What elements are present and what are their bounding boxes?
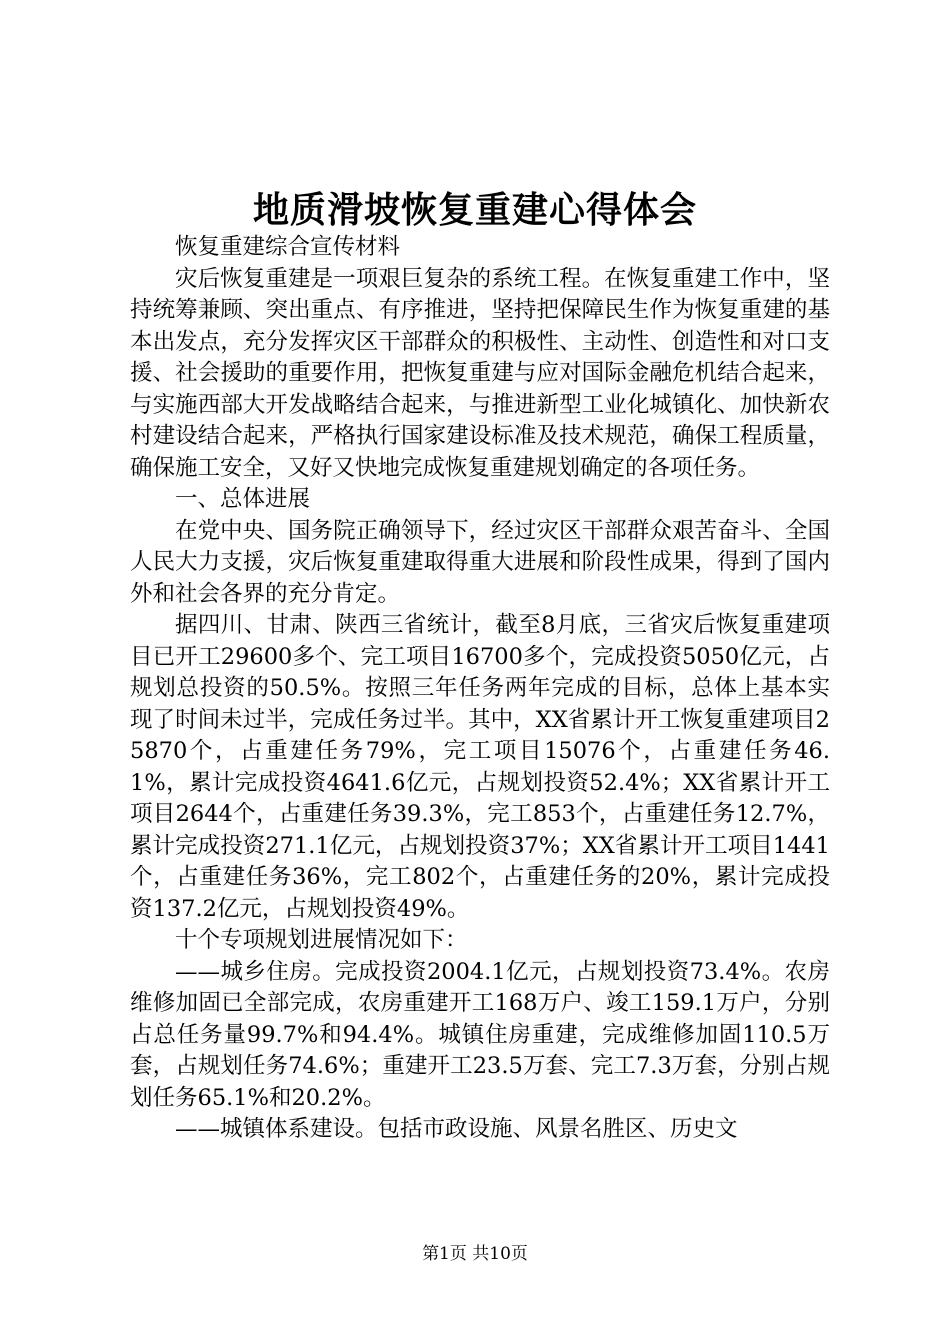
paragraph-intro: 灾后恢复重建是一项艰巨复杂的系统工程。在恢复重建工作中，坚持统筹兼顾、突出重点、有序推进，坚持把保障民生作为恢复重建的基本出发点，充分发挥灾区干部群众的积极性、主动性、创造性和对口支援、社会援助的重要作用，把恢复重建与应对国际金融危机结合起来，与实施西部大开发战略结合起来，与推进新型工业化城镇化、加快新农村建设结合起来，严格执行国家建设标准及技术规范，确保工程质量，确保施工安全，又好又快地完成恢复重建规划确定的各项任务。 [130, 265, 830, 481]
section-heading-overall-progress: 一、总体进展 [175, 486, 311, 512]
document-title: 地质滑坡恢复重建心得体会 [252, 189, 697, 231]
paragraph-special-plans: 十个专项规划进展情况如下： [175, 927, 468, 953]
paragraph-subtitle: 恢复重建综合宣传材料 [175, 234, 401, 260]
paragraph-town-system: ——城镇体系建设。包括市政设施、风景名胜区、历史文 [175, 1116, 738, 1142]
document-body [130, 232, 830, 1146]
paragraph-statistics: 据四川、甘肃、陕西三省统计，截至8月底，三省灾后恢复重建项目已开工29600多个、完工项目16700多个，完成投资5050亿元，占规划总投资的50.5%。按照三年任务两年完成的目标，总体上基本实现了时间未过半，完成任务过半。其中，XX省累计开工恢复重建项目25870个，占重建任务79%，完工项目15076个，占重建任务46.1%，累计完成投资4641.6亿元，占规划投资52.4%；XX省累计开工项目2644个，占重建任务39.3%，完工853个，占重建任务12.7%，累计完成投资271.1亿元，占规划投资37%；XX省累计开工项目1441个，占重建任务36%，完工802个，占重建任务的20%，累计完成投资137.2亿元，占规划投资49%。 [130, 612, 830, 922]
page-number-footer: 第1页 共10页 [422, 1244, 528, 1264]
paragraph-housing: ——城乡住房。完成投资2004.1亿元，占规划投资73.4%。农房维修加固已全部完成，农房重建开工168万户、竣工159.1万户，分别占总任务量99.7%和94.4%。城镇住房重建，完成维修加固110.5万套，占规划任务74.6%；重建开工23.5万套、完工7.3万套，分别占规划任务65.1%和20.2%。 [130, 958, 830, 1111]
paragraph-progress-summary: 在党中央、国务院正确领导下，经过灾区干部群众艰苦奋斗、全国人民大力支援，灾后恢复重建取得重大进展和阶段性成果，得到了国内外和社会各界的充分肯定。 [130, 517, 830, 607]
